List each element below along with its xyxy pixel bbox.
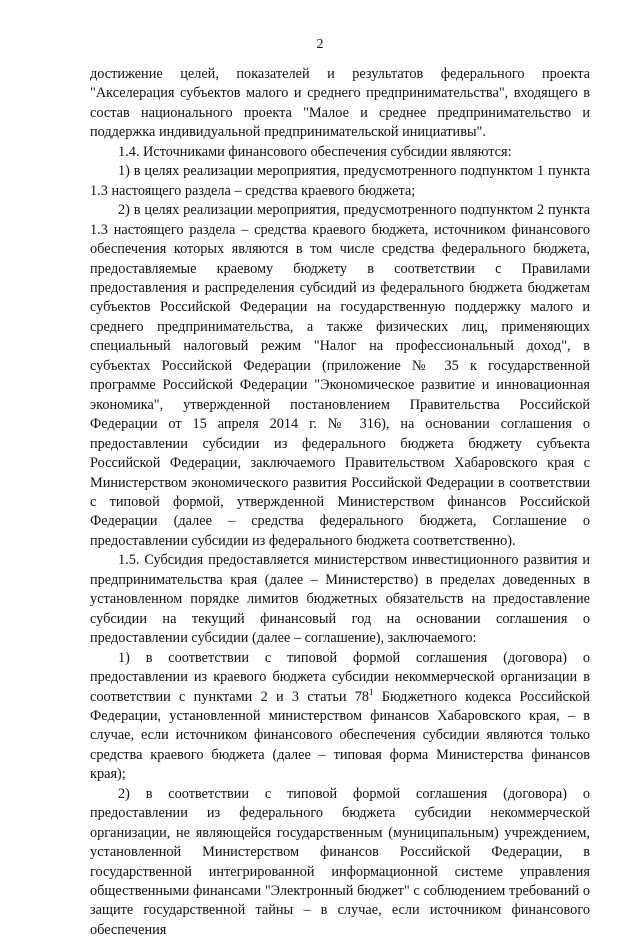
paragraph-continuation: достижение целей, показателей и результатов федерального проекта "Акселерация субъектов малого и среднего предпринимательства", входящего в состав национального проекта "Малое и среднее предпринимательство и поддержка индивидуальной предпринимательской инициативы". (90, 66, 590, 141)
paragraph-1-4-heading: 1.4. Источниками финансового обеспечения субсидии являются: (118, 143, 512, 160)
paragraph-1-5: 1.5. Субсидия предоставляется министерством инвестиционного развития и предпринимательства края (далее – Министерство) в пределах доведенных в установленном порядке лимитов бюджетных обязательств на предоставление субсидии на текущий финансовый год на основании соглашения о предоставлении субсидии (далее – соглашение), заключаемого: (90, 552, 590, 647)
paragraph-1-4-item-2: 2) в целях реализации мероприятия, предусмотренного подпунктом 2 пункта 1.3 настоящего раздела – средства краевого бюджета, источником финансового обеспечения которых являются в том числе средства федерального бюджета, предоставляемые краевому бюджету в соответствии с Правилами предоставления и распределения субсидий из федерального бюджета бюджетам субъектов Российской Федерации на государственную поддержку малого и среднего предпринимательства, а также физических лиц, применяющих специальный налоговый режим "Налог на профессиональный доход", в субъектах Российской Федерации (приложение № 35 к государственной программе Российской Федерации "Экономическое развитие и инновационная экономика", утвержденной постановлением Правительства Российской Федерации от 15 апреля 2014 г. № 316), на основании соглашения о предоставлении субсидии из федерального бюджета бюджету субъекта Российской Федерации, заключаемого Правительством Хабаровского края с Министерством экономического развития Российской Федерации в соответствии с типовой формой, утвержденной Министерством финансов Российской Федерации (далее – средства федерального бюджета, Соглашение о предоставлении субсидии из федерального бюджета соответственно). (90, 202, 590, 549)
paragraph-1-5-item-1 (90, 649, 590, 785)
paragraph-1-4-item-1: 1) в целях реализации мероприятия, предусмотренного подпунктом 1 пункта 1.3 настоящего раздела – средства краевого бюджета; (90, 163, 590, 199)
paragraph-1-5-item-1-text-a: 1) в соответствии с типовой формой соглашения (договора) о предоставлении из краевого бюджета субсидии некоммерческой организации в соответствии с пунктами 2 и 3 статьи 78 (90, 649, 590, 705)
article-superscript: 1 (369, 686, 374, 697)
document-body (90, 65, 590, 940)
paragraph-1-5-item-1-text-b: Бюджетного кодекса Российской Федерации, установленной министерством финансов Хабаровского края, – в случае, если источником финансового обеспечения субсидии являются только средства краевого бюджета (далее – типовая форма Министерства финансов края); (90, 688, 590, 783)
page-number: 2 (316, 37, 324, 52)
paragraph-1-5-item-2: 2) в соответствии с типовой формой соглашения (договора) о предоставлении из федерального бюджета субсидии некоммерческой организации, не являющейся государственным (муниципальным) учреждением, установленной Министерством финансов Российской Федерации, в государственной интегрированной информационной системе управления общественными финансами "Электронный бюджет" с соблюдением требований о защите государственной тайны – в случае, если источником финансового обеспечения (90, 785, 590, 938)
